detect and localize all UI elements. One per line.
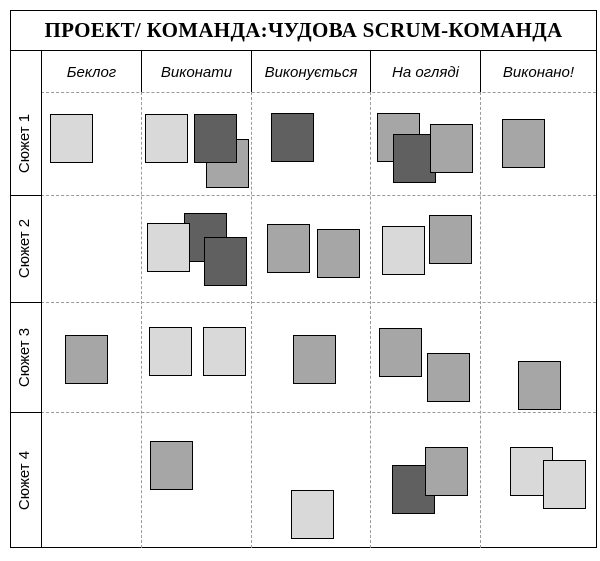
task-card[interactable] <box>150 441 193 490</box>
task-card[interactable] <box>543 460 586 509</box>
task-card[interactable] <box>382 226 425 275</box>
col-divider-4 <box>480 92 481 548</box>
task-card[interactable] <box>65 335 108 384</box>
row-label-story-2: Сюжет 2 <box>16 218 34 279</box>
task-card[interactable] <box>204 237 247 286</box>
column-header-review: На огляді <box>391 63 459 81</box>
board-title: ПРОЕКТ/ КОМАНДА:ЧУДОВА SCRUM-КОМАНДА <box>10 10 597 51</box>
row-label-cell-3 <box>10 302 40 412</box>
row-divider-2 <box>41 302 596 303</box>
label-column-divider <box>41 50 42 548</box>
row-label-story-1: Сюжет 1 <box>16 113 34 174</box>
row-label-cell-1 <box>10 92 40 195</box>
column-header-backlog: Беклог <box>66 63 117 81</box>
row-label-story-4: Сюжет 4 <box>16 450 34 510</box>
task-card[interactable] <box>145 114 188 163</box>
task-card[interactable] <box>147 223 190 272</box>
task-card[interactable] <box>317 229 360 278</box>
row-label-cell-2 <box>10 195 40 302</box>
row-divider-3 <box>41 412 596 413</box>
task-card[interactable] <box>194 114 237 163</box>
task-card[interactable] <box>203 327 246 376</box>
task-card[interactable] <box>291 490 334 539</box>
task-card[interactable] <box>149 327 192 376</box>
task-card[interactable] <box>271 113 314 162</box>
task-card[interactable] <box>267 224 310 273</box>
row-divider-1 <box>41 195 596 196</box>
row-label-story-3: Сюжет 3 <box>16 327 34 387</box>
column-header-todo: Виконати <box>160 63 233 81</box>
task-card[interactable] <box>502 119 545 168</box>
header-divider <box>41 92 596 93</box>
task-card[interactable] <box>429 215 472 264</box>
task-card[interactable] <box>425 447 468 496</box>
row-label-cell-4 <box>10 412 40 548</box>
col-divider-1 <box>141 92 142 548</box>
task-card[interactable] <box>50 114 93 163</box>
col-divider-3 <box>370 92 371 548</box>
task-card[interactable] <box>518 361 561 410</box>
col-divider-2 <box>251 92 252 548</box>
task-card[interactable] <box>379 328 422 377</box>
task-card[interactable] <box>293 335 336 384</box>
column-header-done: Виконано! <box>502 63 575 81</box>
column-header-in-progress: Виконується <box>264 63 358 81</box>
task-card[interactable] <box>427 353 470 402</box>
task-card[interactable] <box>430 124 473 173</box>
